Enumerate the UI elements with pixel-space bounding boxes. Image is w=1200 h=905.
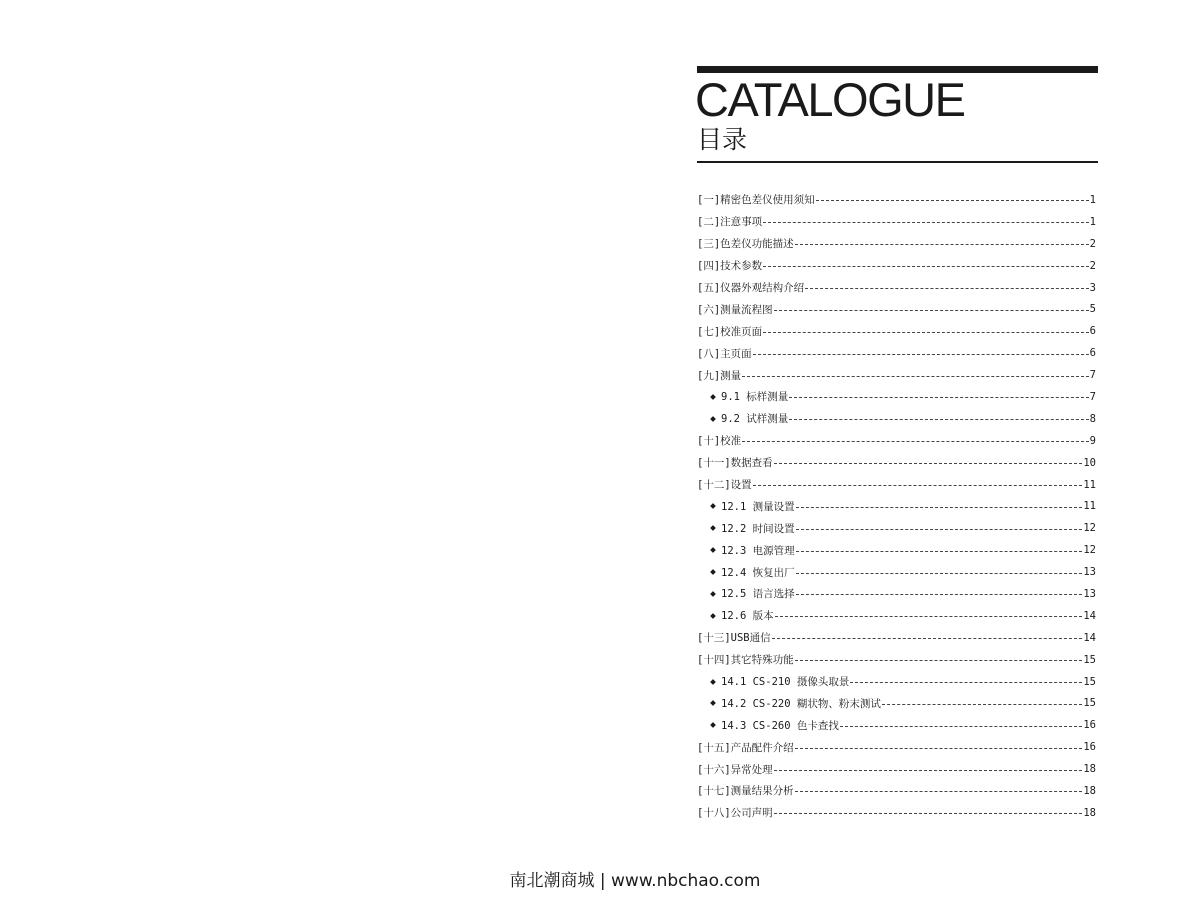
toc-subentry[interactable] — [697, 408, 1096, 430]
toc-dot-leader — [772, 638, 1083, 639]
table-of-contents — [697, 189, 1096, 824]
toc-entry-page-number: 1 — [1089, 193, 1096, 206]
toc-entry-page-number: 15 — [1083, 675, 1096, 688]
toc-entry-page-number: 7 — [1089, 390, 1096, 403]
toc-entry-page-number: 6 — [1089, 347, 1096, 360]
toc-entry-page-number: 15 — [1083, 653, 1096, 666]
toc-entry[interactable] — [697, 364, 1096, 386]
footer-site-text: 南北潮商城 | www.nbchao.com — [509, 871, 761, 891]
toc-entry-page-number: 15 — [1083, 697, 1096, 710]
diamond-bullet-icon — [710, 613, 716, 619]
toc-dot-leader — [796, 573, 1083, 574]
toc-entry-label: 12.6 版本 — [721, 610, 774, 623]
diamond-bullet-icon — [710, 547, 716, 553]
toc-entry-page-number: 14 — [1083, 609, 1096, 622]
diamond-bullet-icon — [710, 416, 716, 422]
toc-dot-leader — [795, 791, 1083, 792]
toc-dot-leader — [816, 200, 1089, 201]
diamond-bullet-icon — [710, 722, 716, 728]
toc-dot-leader — [774, 770, 1083, 771]
toc-entry-page-number: 13 — [1083, 566, 1096, 579]
toc-entry-page-number: 9 — [1089, 434, 1096, 447]
toc-entry-label: 12.4 恢复出厂 — [721, 566, 795, 579]
toc-entry-page-number: 16 — [1083, 719, 1096, 732]
title-top-bar — [697, 66, 1098, 73]
toc-entry-page-number: 14 — [1083, 631, 1096, 644]
toc-entry-page-number: 12 — [1083, 544, 1096, 557]
toc-entry[interactable] — [697, 627, 1096, 649]
toc-entry-label: 9.2 试样测量 — [721, 413, 789, 426]
toc-subentry[interactable] — [697, 495, 1096, 517]
toc-entry-label: 9.1 标样测量 — [721, 391, 789, 404]
toc-subentry[interactable] — [697, 517, 1096, 539]
toc-dot-leader — [796, 529, 1083, 530]
toc-entry-label: [十一]数据查看 — [697, 457, 773, 470]
toc-dot-leader — [775, 616, 1083, 617]
catalogue-page — [697, 0, 1098, 860]
toc-subentry[interactable] — [697, 561, 1096, 583]
toc-entry-page-number: 5 — [1089, 303, 1096, 316]
toc-entry-page-number: 10 — [1083, 456, 1096, 469]
diamond-bullet-icon — [710, 679, 716, 685]
toc-dot-leader — [763, 332, 1089, 333]
toc-entry-label: [一]精密色差仪使用须知 — [697, 194, 815, 207]
toc-subentry[interactable] — [697, 605, 1096, 627]
toc-dot-leader — [763, 266, 1089, 267]
toc-subentry[interactable] — [697, 714, 1096, 736]
toc-dot-leader — [796, 551, 1083, 552]
toc-subentry[interactable] — [697, 539, 1096, 561]
toc-dot-leader — [742, 376, 1089, 377]
toc-entry-page-number: 1 — [1089, 215, 1096, 228]
toc-entry[interactable] — [697, 233, 1096, 255]
toc-entry-label: [三]色差仪功能描述 — [697, 238, 794, 251]
toc-entry[interactable] — [697, 736, 1096, 758]
toc-dot-leader — [795, 244, 1089, 245]
toc-dot-leader — [795, 748, 1083, 749]
diamond-bullet-icon — [710, 591, 716, 597]
toc-dot-leader — [796, 507, 1083, 508]
toc-entry-page-number: 18 — [1083, 806, 1096, 819]
toc-entry-label: [七]校准页面 — [697, 325, 763, 338]
toc-entry[interactable] — [697, 802, 1096, 824]
toc-entry[interactable] — [697, 211, 1096, 233]
toc-dot-leader — [774, 310, 1089, 311]
title-bottom-rule — [697, 161, 1098, 163]
toc-entry-page-number: 13 — [1083, 587, 1096, 600]
toc-entry[interactable] — [697, 758, 1096, 780]
toc-subentry[interactable] — [697, 692, 1096, 714]
toc-entry-label: [四]技术参数 — [697, 260, 763, 273]
toc-dot-leader — [840, 726, 1082, 727]
toc-dot-leader — [774, 813, 1083, 814]
diamond-bullet-icon — [710, 525, 716, 531]
toc-dot-leader — [805, 288, 1089, 289]
toc-entry-label: [十三]USB通信 — [697, 632, 771, 645]
toc-entry[interactable] — [697, 342, 1096, 364]
toc-entry-label: [十五]产品配件介绍 — [697, 741, 794, 754]
toc-dot-leader — [763, 222, 1089, 223]
toc-dot-leader — [850, 682, 1082, 683]
toc-entry-page-number: 18 — [1083, 784, 1096, 797]
toc-entry-page-number: 11 — [1083, 500, 1096, 513]
toc-entry[interactable] — [697, 277, 1096, 299]
catalogue-title-zh: 目录 — [697, 125, 748, 154]
toc-entry[interactable] — [697, 649, 1096, 671]
toc-entry-page-number: 16 — [1083, 741, 1096, 754]
toc-entry-label: [十二]设置 — [697, 479, 752, 492]
toc-entry-page-number: 2 — [1089, 259, 1096, 272]
toc-entry-label: [十]校准 — [697, 435, 742, 448]
toc-entry-label: 12.5 语言选择 — [721, 588, 795, 601]
toc-entry-page-number: 18 — [1083, 763, 1096, 776]
toc-subentry[interactable] — [697, 583, 1096, 605]
toc-entry-page-number: 6 — [1089, 325, 1096, 338]
toc-entry[interactable] — [697, 780, 1096, 802]
toc-entry-label: [二]注意事项 — [697, 216, 763, 229]
toc-entry-label: [十六]异常处理 — [697, 763, 773, 776]
toc-dot-leader — [796, 594, 1083, 595]
toc-entry-label: 14.2 CS-220 糊状物、粉末测试 — [721, 697, 881, 710]
toc-entry-label: [十七]测量结果分析 — [697, 785, 794, 798]
toc-dot-leader — [882, 704, 1082, 705]
toc-entry[interactable] — [697, 474, 1096, 496]
diamond-bullet-icon — [710, 569, 716, 575]
toc-dot-leader — [774, 463, 1083, 464]
toc-dot-leader — [753, 354, 1089, 355]
toc-entry[interactable] — [697, 452, 1096, 474]
toc-entry-page-number: 7 — [1089, 369, 1096, 382]
toc-entry[interactable] — [697, 255, 1096, 277]
toc-entry[interactable] — [697, 298, 1096, 320]
catalogue-title-en: CATALOGUE — [695, 73, 965, 126]
toc-dot-leader — [789, 419, 1088, 420]
toc-dot-leader — [795, 660, 1083, 661]
toc-entry[interactable] — [697, 189, 1096, 211]
toc-entry-label: [九]测量 — [697, 369, 742, 382]
toc-entry-page-number: 11 — [1083, 478, 1096, 491]
toc-entry-page-number: 8 — [1089, 412, 1096, 425]
toc-entry-label: [六]测量流程图 — [697, 303, 773, 316]
toc-subentry[interactable] — [697, 671, 1096, 693]
toc-entry-label: [十八]公司声明 — [697, 807, 773, 820]
toc-entry-label: 12.3 电源管理 — [721, 544, 795, 557]
toc-entry-label: [五]仪器外观结构介绍 — [697, 282, 805, 294]
toc-entry-page-number: 3 — [1089, 281, 1096, 294]
toc-entry-label: 14.1 CS-210 摄像头取景 — [721, 676, 850, 689]
toc-entry-label: [八]主页面 — [697, 347, 752, 360]
toc-entry[interactable] — [697, 320, 1096, 342]
toc-entry-label: 12.2 时间设置 — [721, 522, 795, 535]
toc-entry-page-number: 2 — [1089, 237, 1096, 250]
toc-dot-leader — [789, 397, 1088, 398]
toc-entry-label: [十四]其它特殊功能 — [697, 654, 794, 667]
toc-dot-leader — [753, 485, 1083, 486]
toc-entry[interactable] — [697, 430, 1096, 452]
toc-entry-label: 12.1 测量设置 — [721, 500, 795, 513]
diamond-bullet-icon — [710, 394, 716, 400]
toc-entry-page-number: 12 — [1083, 522, 1096, 535]
diamond-bullet-icon — [710, 701, 716, 707]
toc-entry-label: 14.3 CS-260 色卡查找 — [721, 719, 839, 732]
toc-subentry[interactable] — [697, 386, 1096, 408]
diamond-bullet-icon — [710, 504, 716, 510]
toc-dot-leader — [742, 441, 1089, 442]
